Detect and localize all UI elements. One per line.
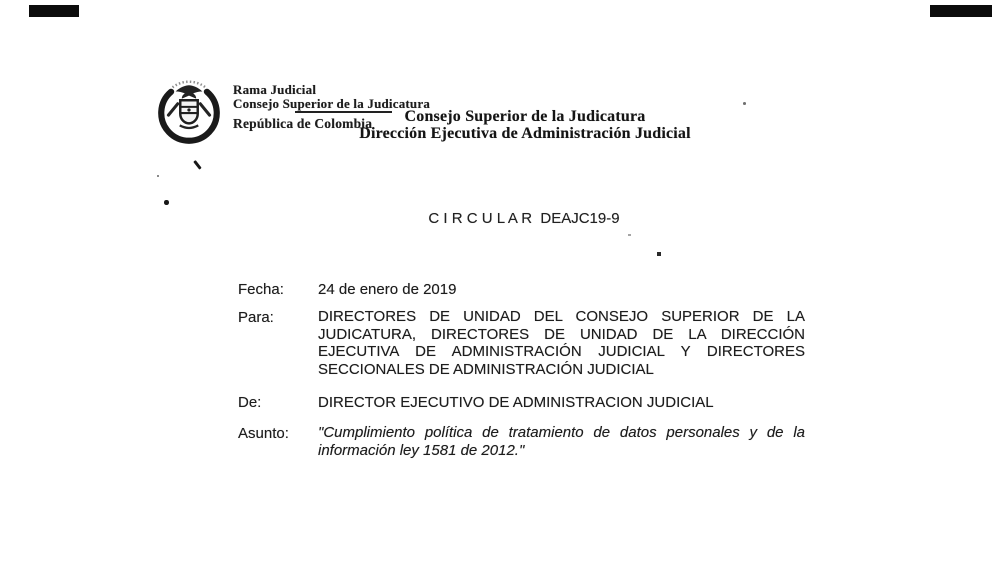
para-label: Para: bbox=[238, 309, 274, 326]
para-line-2: JUDICATURA, DIRECTORES DE UNIDAD DE LA DIRECCIÓN bbox=[318, 325, 805, 343]
office-line-consejo: Consejo Superior de la Judicatura bbox=[404, 108, 646, 125]
scan-speck-dot bbox=[157, 175, 159, 177]
office-header-block bbox=[329, 109, 721, 142]
para-line-3: EJECUTIVA DE ADMINISTRACIÓN JUDICIAL Y DIRECTORES bbox=[318, 343, 805, 360]
org-line-republica: República de Colombia bbox=[233, 116, 373, 131]
de-label: De: bbox=[238, 394, 262, 411]
scan-artifact-bar-left bbox=[29, 5, 79, 17]
scan-speck-dot bbox=[743, 102, 746, 105]
asunto-label: Asunto: bbox=[238, 425, 289, 442]
asunto-value bbox=[318, 424, 805, 459]
fecha-label: Fecha: bbox=[238, 281, 284, 298]
scan-speck-tick bbox=[193, 160, 201, 169]
rama-judicial-seal-icon bbox=[156, 74, 222, 148]
para-line-4: SECCIONALES DE ADMINISTRACIÓN JUDICIAL bbox=[318, 360, 654, 378]
asunto-line-1: "Cumplimiento política de tratamiento de datos personales y de la bbox=[318, 424, 805, 441]
scan-artifact-bar-right bbox=[930, 5, 992, 17]
de-value: DIRECTOR EJECUTIVO DE ADMINISTRACION JUDICIAL bbox=[318, 394, 714, 411]
para-value bbox=[318, 308, 805, 378]
scan-speck-dot bbox=[628, 234, 631, 236]
scan-speck-dot bbox=[164, 200, 169, 205]
org-line-rama-judicial: Rama Judicial bbox=[233, 82, 317, 97]
fecha-value: 24 de enero de 2019 bbox=[318, 281, 457, 298]
circular-title: C I R C U L A R DEAJC19-9 bbox=[428, 210, 620, 227]
asunto-line-2: información ley 1581 de 2012." bbox=[318, 441, 525, 459]
para-line-1: DIRECTORES DE UNIDAD DEL CONSEJO SUPERIOR DE LA bbox=[318, 308, 805, 325]
scan-speck-dot bbox=[657, 252, 661, 256]
org-line-consejo: Consejo Superior de la Judicatura bbox=[233, 95, 431, 111]
org-header-block bbox=[233, 83, 430, 110]
office-line-direccion: Dirección Ejecutiva de Administración Judicial bbox=[359, 124, 691, 142]
